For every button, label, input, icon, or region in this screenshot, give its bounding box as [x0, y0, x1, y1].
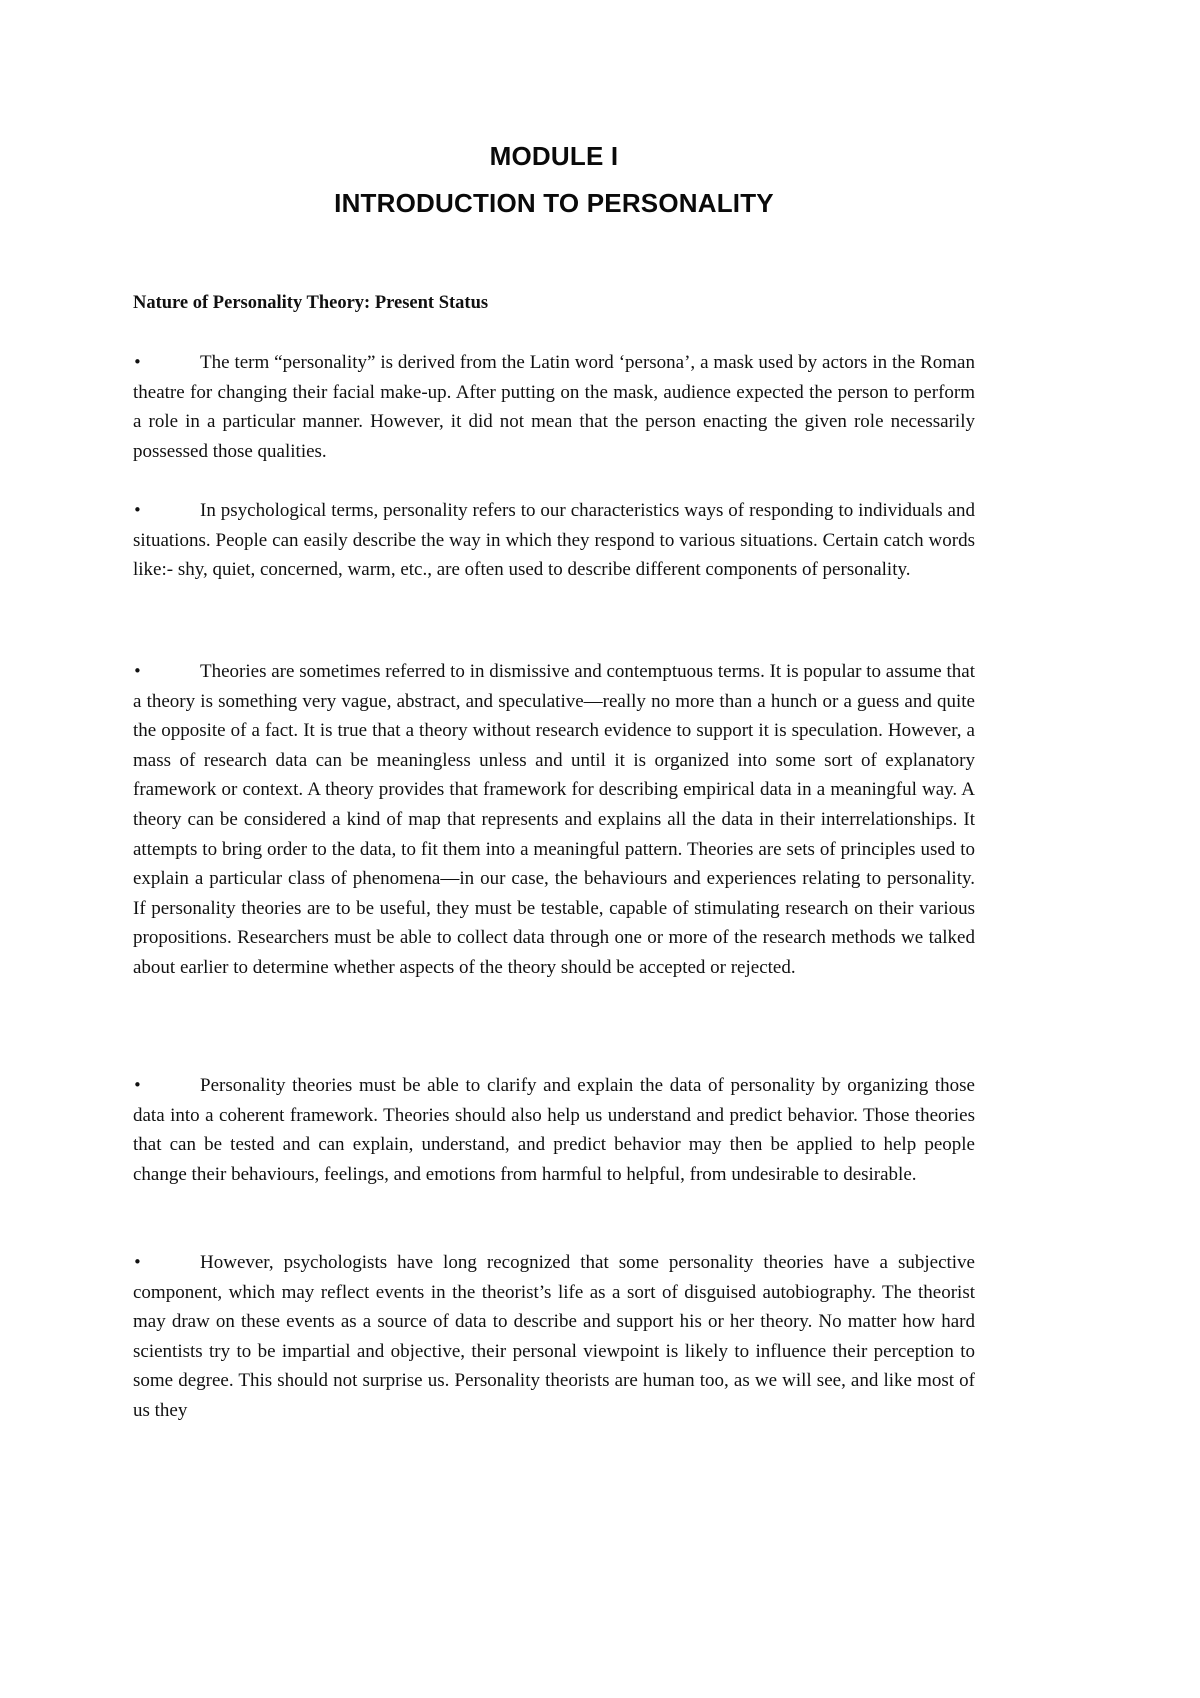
- module-title: MODULE I: [489, 141, 619, 171]
- bullet-paragraph-2: [133, 496, 975, 585]
- bullet-paragraph-3: [133, 657, 975, 983]
- bullet-paragraph-4: [133, 1071, 975, 1189]
- paragraph-text: Theories are sometimes referred to in dismissive and contemptuous terms. It is popular to assume that a theory is something very vague, abstract, and speculative—really no more than a hunch or a guess and quite the opposite of a fact. It is true that a theory without research evidence to support it is speculation. However, a mass of research data can be meaningless unless and until it is organized into some sort of explanatory framework or context. A theory provides that framework for describing empirical data in a meaningful way. A theory can be considered a kind of map that represents and explains all the data in their interrelationships. It attempts to bring order to the data, to fit them into a meaningful pattern. Theories are sets of principles used to explain a particular class of phenomena—in our case, the behaviours and experiences relating to personality. If personality theories are to be useful, they must be testable, capable of stimulating research on their various propositions. Researchers must be able to collect data through one or more of the research methods we talked about earlier to determine whether aspects of the theory should be accepted or rejected.: [133, 661, 975, 978]
- bullet-icon: •: [133, 1253, 142, 1271]
- bullet-icon: •: [133, 1076, 142, 1094]
- section-heading: Nature of Personality Theory: Present Status: [133, 293, 489, 313]
- paragraph-text: However, psychologists have long recognized that some personality theories have a subjective component, which may reflect events in the theorist’s life as a sort of disguised autobiography. The theorist may draw on these events as a source of data to describe and support his or her theory. No matter how hard scientists try to be impartial and objective, their personal viewpoint is likely to influence their perception to some degree. This should not surprise us. Personality theorists are human too, as we will see, and like most of us they: [133, 1252, 975, 1421]
- bullet-icon: •: [133, 662, 142, 680]
- bullet-paragraph-1: [133, 348, 975, 466]
- chapter-title: INTRODUCTION TO PERSONALITY: [334, 188, 774, 218]
- paragraph-text: Personality theories must be able to clarify and explain the data of personality by organizing those data into a coherent framework. Theories should also help us understand and predict behavior. Those theories that can be tested and can explain, understand, and predict behavior may then be applied to help people change their behaviours, feelings, and emotions from harmful to helpful, from undesirable to desirable.: [133, 1075, 975, 1185]
- paragraph-text: In psychological terms, personality refers to our characteristics ways of responding to individuals and situations. People can easily describe the way in which they respond to various situations. Certain catch words like:- shy, quiet, concerned, warm, etc., are often used to describe different components of personality.: [133, 500, 975, 581]
- bullet-paragraph-5: [133, 1248, 975, 1426]
- bullet-icon: •: [133, 501, 142, 519]
- bullet-icon: •: [133, 353, 142, 371]
- paragraph-text: The term “personality” is derived from the Latin word ‘persona’, a mask used by actors in the Roman theatre for changing their facial make-up. After putting on the mask, audience expected the person to perform a role in a particular manner. However, it did not mean that the person enacting the given role necessarily possessed those qualities.: [133, 352, 975, 462]
